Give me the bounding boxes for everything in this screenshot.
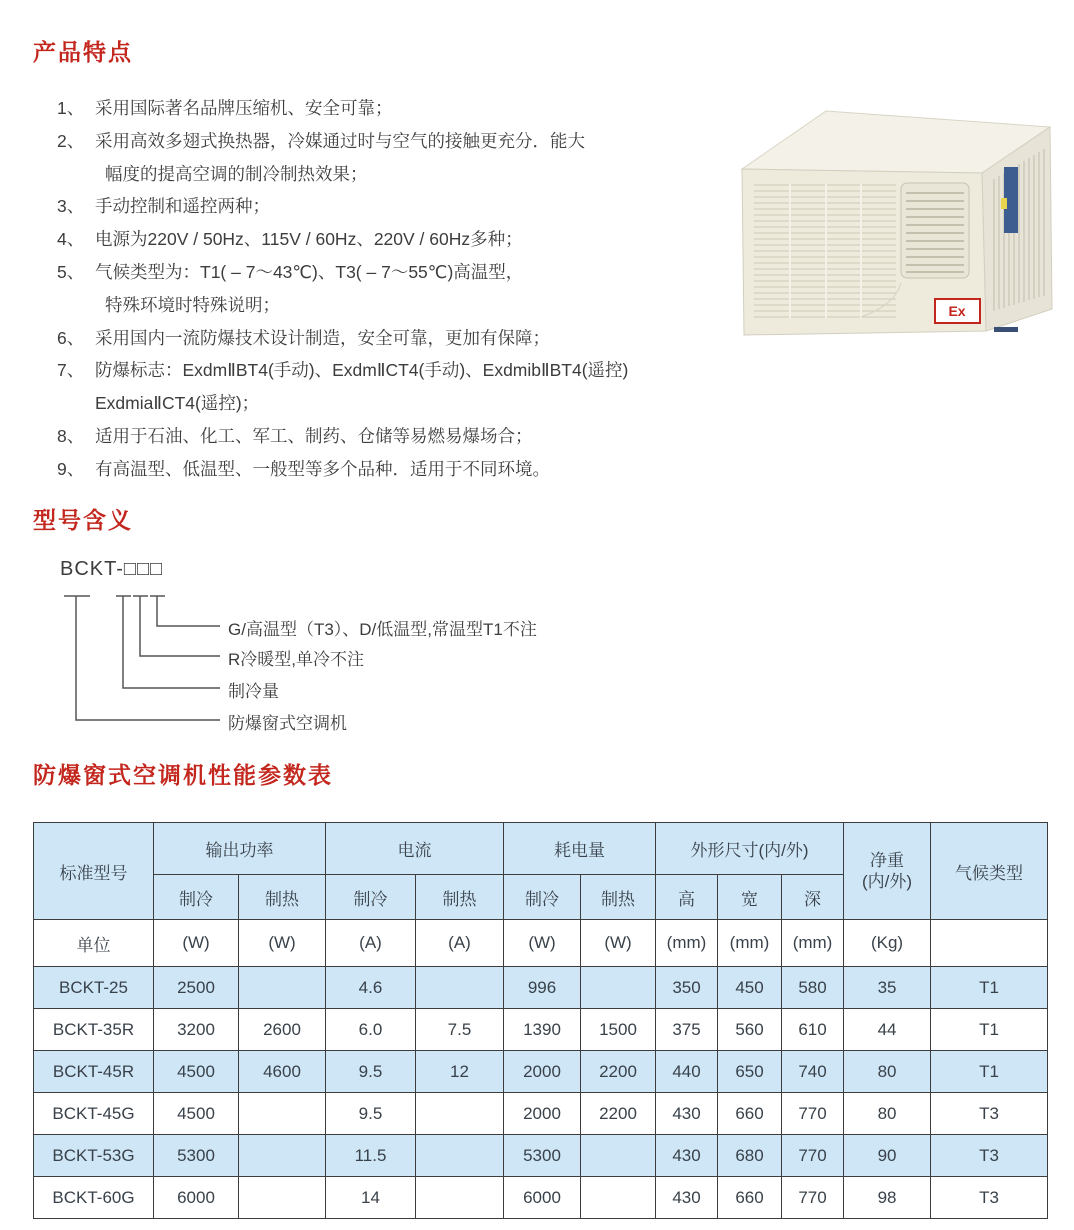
feature-text: 防爆标志：ExdmⅡBT4(手动)、ExdmⅡCT4(手动)、ExdmibⅡBT4(遥控) bbox=[95, 360, 629, 381]
value-cell: 440 bbox=[656, 1051, 718, 1093]
unit-cell: (A) bbox=[416, 920, 504, 967]
value-cell bbox=[239, 1093, 326, 1135]
value-cell: 3200 bbox=[154, 1009, 239, 1051]
unit-cell: (W) bbox=[154, 920, 239, 967]
value-cell: T3 bbox=[931, 1093, 1048, 1135]
table-row bbox=[34, 1093, 1048, 1135]
table-row bbox=[34, 1051, 1048, 1093]
value-cell: 2600 bbox=[239, 1009, 326, 1051]
value-cell: 996 bbox=[504, 967, 581, 1009]
feature-item-6 bbox=[57, 322, 647, 355]
unit-cell: 单位 bbox=[34, 920, 154, 967]
model-diagram bbox=[30, 550, 750, 748]
value-cell: 5300 bbox=[504, 1135, 581, 1177]
air-conditioner-illustration bbox=[698, 103, 1070, 355]
value-cell bbox=[239, 967, 326, 1009]
sub-header-width: 宽 bbox=[718, 875, 782, 920]
feature-item-2-cont bbox=[57, 158, 647, 191]
value-cell: 4500 bbox=[154, 1093, 239, 1135]
label-product-name: 防爆窗式空调机 bbox=[228, 714, 347, 733]
value-cell: 35 bbox=[844, 967, 931, 1009]
value-cell bbox=[416, 1093, 504, 1135]
value-cell: 770 bbox=[782, 1093, 844, 1135]
value-cell: T1 bbox=[931, 967, 1048, 1009]
ac-cord bbox=[994, 327, 1018, 332]
value-cell: 4600 bbox=[239, 1051, 326, 1093]
value-cell: 14 bbox=[326, 1177, 416, 1219]
value-cell: 6000 bbox=[154, 1177, 239, 1219]
value-cell: T3 bbox=[931, 1135, 1048, 1177]
ac-outlet-panel bbox=[901, 183, 969, 278]
unit-cell: (mm) bbox=[718, 920, 782, 967]
value-cell bbox=[416, 967, 504, 1009]
feature-number: 9、 bbox=[57, 458, 85, 479]
header-row-groups bbox=[34, 823, 1048, 875]
value-cell bbox=[239, 1135, 326, 1177]
value-cell: 80 bbox=[844, 1093, 931, 1135]
value-cell: 450 bbox=[718, 967, 782, 1009]
value-cell: 2200 bbox=[581, 1051, 656, 1093]
value-cell: 5300 bbox=[154, 1135, 239, 1177]
value-cell: 6000 bbox=[504, 1177, 581, 1219]
features-heading: 产品特点 bbox=[33, 39, 133, 65]
table-row bbox=[34, 967, 1048, 1009]
value-cell: 680 bbox=[718, 1135, 782, 1177]
value-cell: 430 bbox=[656, 1093, 718, 1135]
product-photo bbox=[698, 103, 1070, 355]
value-cell: 2000 bbox=[504, 1051, 581, 1093]
model-cell: BCKT-25 bbox=[34, 967, 154, 1009]
feature-text: 气候类型为：T1( – 7～43℃)、T3( – 7～55℃)高温型， bbox=[95, 261, 524, 282]
feature-number: 7、 bbox=[57, 360, 85, 381]
value-cell: 650 bbox=[718, 1051, 782, 1093]
table-row bbox=[34, 1177, 1048, 1219]
value-cell bbox=[416, 1177, 504, 1219]
value-cell: 6.0 bbox=[326, 1009, 416, 1051]
value-cell: 1390 bbox=[504, 1009, 581, 1051]
value-cell bbox=[581, 1135, 656, 1177]
feature-number: 4、 bbox=[57, 229, 85, 250]
ac-yellow-sticker bbox=[1001, 198, 1007, 209]
feature-text: 采用高效多翅式换热器，冷媒通过时与空气的接触更充分．能大 bbox=[95, 130, 585, 151]
unit-cell: (mm) bbox=[782, 920, 844, 967]
feature-item-2 bbox=[57, 125, 647, 158]
spec-table bbox=[33, 822, 1048, 1219]
feature-item-7-cont bbox=[57, 387, 647, 420]
sub-header-heating: 制热 bbox=[581, 875, 656, 920]
line-capacity bbox=[116, 596, 220, 688]
value-cell: T1 bbox=[931, 1051, 1048, 1093]
value-cell: 4.6 bbox=[326, 967, 416, 1009]
unit-cell: (A) bbox=[326, 920, 416, 967]
value-cell: 660 bbox=[718, 1093, 782, 1135]
value-cell: 9.5 bbox=[326, 1093, 416, 1135]
value-cell bbox=[581, 967, 656, 1009]
value-cell: 11.5 bbox=[326, 1135, 416, 1177]
spec-table-heading: 防爆窗式空调机性能参数表 bbox=[33, 762, 333, 788]
value-cell: 660 bbox=[718, 1177, 782, 1219]
model-code: BCKT-□□□ bbox=[60, 558, 164, 580]
unit-cell: (W) bbox=[581, 920, 656, 967]
table-row bbox=[34, 1009, 1048, 1051]
value-cell bbox=[239, 1177, 326, 1219]
feature-text: ExdmiaⅡCT4(遥控)； bbox=[95, 393, 260, 414]
value-cell: 430 bbox=[656, 1177, 718, 1219]
value-cell: 770 bbox=[782, 1177, 844, 1219]
model-cell: BCKT-35R bbox=[34, 1009, 154, 1051]
feature-item-7 bbox=[57, 354, 647, 387]
value-cell: 2000 bbox=[504, 1093, 581, 1135]
sub-header-cooling: 制冷 bbox=[326, 875, 416, 920]
value-cell: 12 bbox=[416, 1051, 504, 1093]
value-cell: T1 bbox=[931, 1009, 1048, 1051]
value-cell: 2200 bbox=[581, 1093, 656, 1135]
unit-cell: (mm) bbox=[656, 920, 718, 967]
value-cell: 350 bbox=[656, 967, 718, 1009]
group-header-current: 电流 bbox=[326, 823, 504, 875]
col-header-climate: 气候类型 bbox=[931, 823, 1048, 920]
sub-header-depth: 深 bbox=[782, 875, 844, 920]
sub-header-heating: 制热 bbox=[416, 875, 504, 920]
value-cell bbox=[416, 1135, 504, 1177]
unit-cell: (Kg) bbox=[844, 920, 931, 967]
model-meaning-heading: 型号含义 bbox=[33, 507, 133, 533]
feature-item-4 bbox=[57, 223, 647, 256]
line-temp-type bbox=[150, 596, 220, 626]
features-list bbox=[57, 92, 647, 486]
sub-header-cooling: 制冷 bbox=[504, 875, 581, 920]
col-header-model: 标准型号 bbox=[34, 823, 154, 920]
sub-header-heating: 制热 bbox=[239, 875, 326, 920]
unit-cell bbox=[931, 920, 1048, 967]
units-row bbox=[34, 920, 1048, 967]
ex-badge-label: Ex bbox=[948, 303, 966, 319]
value-cell: 80 bbox=[844, 1051, 931, 1093]
feature-number: 8、 bbox=[57, 425, 85, 446]
unit-cell: (W) bbox=[504, 920, 581, 967]
group-header-consumption: 耗电量 bbox=[504, 823, 656, 875]
feature-text: 采用国际著名品牌压缩机、安全可靠； bbox=[95, 98, 393, 118]
feature-text: 采用国内一流防爆技术设计制造，安全可靠，更加有保障； bbox=[95, 327, 550, 348]
value-cell: 7.5 bbox=[416, 1009, 504, 1051]
feature-item-9 bbox=[57, 453, 647, 486]
value-cell: 430 bbox=[656, 1135, 718, 1177]
label-capacity: 制冷量 bbox=[228, 682, 279, 701]
model-cell: BCKT-45G bbox=[34, 1093, 154, 1135]
label-heat-type: R冷暖型,单冷不注 bbox=[228, 650, 364, 669]
table-row bbox=[34, 1135, 1048, 1177]
unit-cell: (W) bbox=[239, 920, 326, 967]
feature-text: 有高温型、低温型、一般型等多个品种．适用于不同环境。 bbox=[95, 458, 550, 479]
value-cell: 98 bbox=[844, 1177, 931, 1219]
label-temp-type: G/高温型（T3）、D/低温型,常温型T1不注 bbox=[228, 620, 537, 639]
value-cell: 9.5 bbox=[326, 1051, 416, 1093]
value-cell: 1500 bbox=[581, 1009, 656, 1051]
weight-line2: (内/外) bbox=[862, 872, 913, 891]
feature-item-5-cont bbox=[57, 289, 647, 322]
model-cell: BCKT-45R bbox=[34, 1051, 154, 1093]
value-cell: 90 bbox=[844, 1135, 931, 1177]
feature-text: 电源为220V / 50Hz、115V / 60Hz、220V / 60Hz多种； bbox=[95, 229, 523, 250]
value-cell: 610 bbox=[782, 1009, 844, 1051]
value-cell: 375 bbox=[656, 1009, 718, 1051]
col-header-weight bbox=[844, 823, 931, 920]
value-cell: 4500 bbox=[154, 1051, 239, 1093]
feature-item-3 bbox=[57, 190, 647, 223]
line-product-name bbox=[64, 596, 220, 720]
value-cell: 740 bbox=[782, 1051, 844, 1093]
sub-header-cooling: 制冷 bbox=[154, 875, 239, 920]
value-cell: T3 bbox=[931, 1177, 1048, 1219]
feature-item-5 bbox=[57, 256, 647, 289]
feature-text: 适用于石油、化工、军工、制药、仓储等易燃易爆场合； bbox=[95, 425, 533, 446]
value-cell: 560 bbox=[718, 1009, 782, 1051]
sub-header-height: 高 bbox=[656, 875, 718, 920]
feature-number: 2、 bbox=[57, 130, 85, 151]
feature-text: 手动控制和遥控两种； bbox=[95, 196, 270, 217]
feature-item-8 bbox=[57, 420, 647, 453]
model-cell: BCKT-60G bbox=[34, 1177, 154, 1219]
feature-text: 幅度的提高空调的制冷制热效果； bbox=[105, 163, 368, 184]
value-cell: 44 bbox=[844, 1009, 931, 1051]
feature-number: 3、 bbox=[57, 196, 85, 217]
weight-line1: 净重 bbox=[870, 851, 905, 870]
value-cell: 2500 bbox=[154, 967, 239, 1009]
feature-text: 特殊环境时特殊说明； bbox=[105, 294, 280, 315]
feature-number: 5、 bbox=[57, 261, 85, 282]
value-cell: 770 bbox=[782, 1135, 844, 1177]
group-header-output-power: 输出功率 bbox=[154, 823, 326, 875]
feature-number: 6、 bbox=[57, 327, 85, 348]
feature-number: 1、 bbox=[57, 98, 85, 118]
feature-item-1 bbox=[57, 92, 647, 125]
group-header-dimensions: 外形尺寸(内/外) bbox=[656, 823, 844, 875]
value-cell: 580 bbox=[782, 967, 844, 1009]
model-cell: BCKT-53G bbox=[34, 1135, 154, 1177]
value-cell bbox=[581, 1177, 656, 1219]
